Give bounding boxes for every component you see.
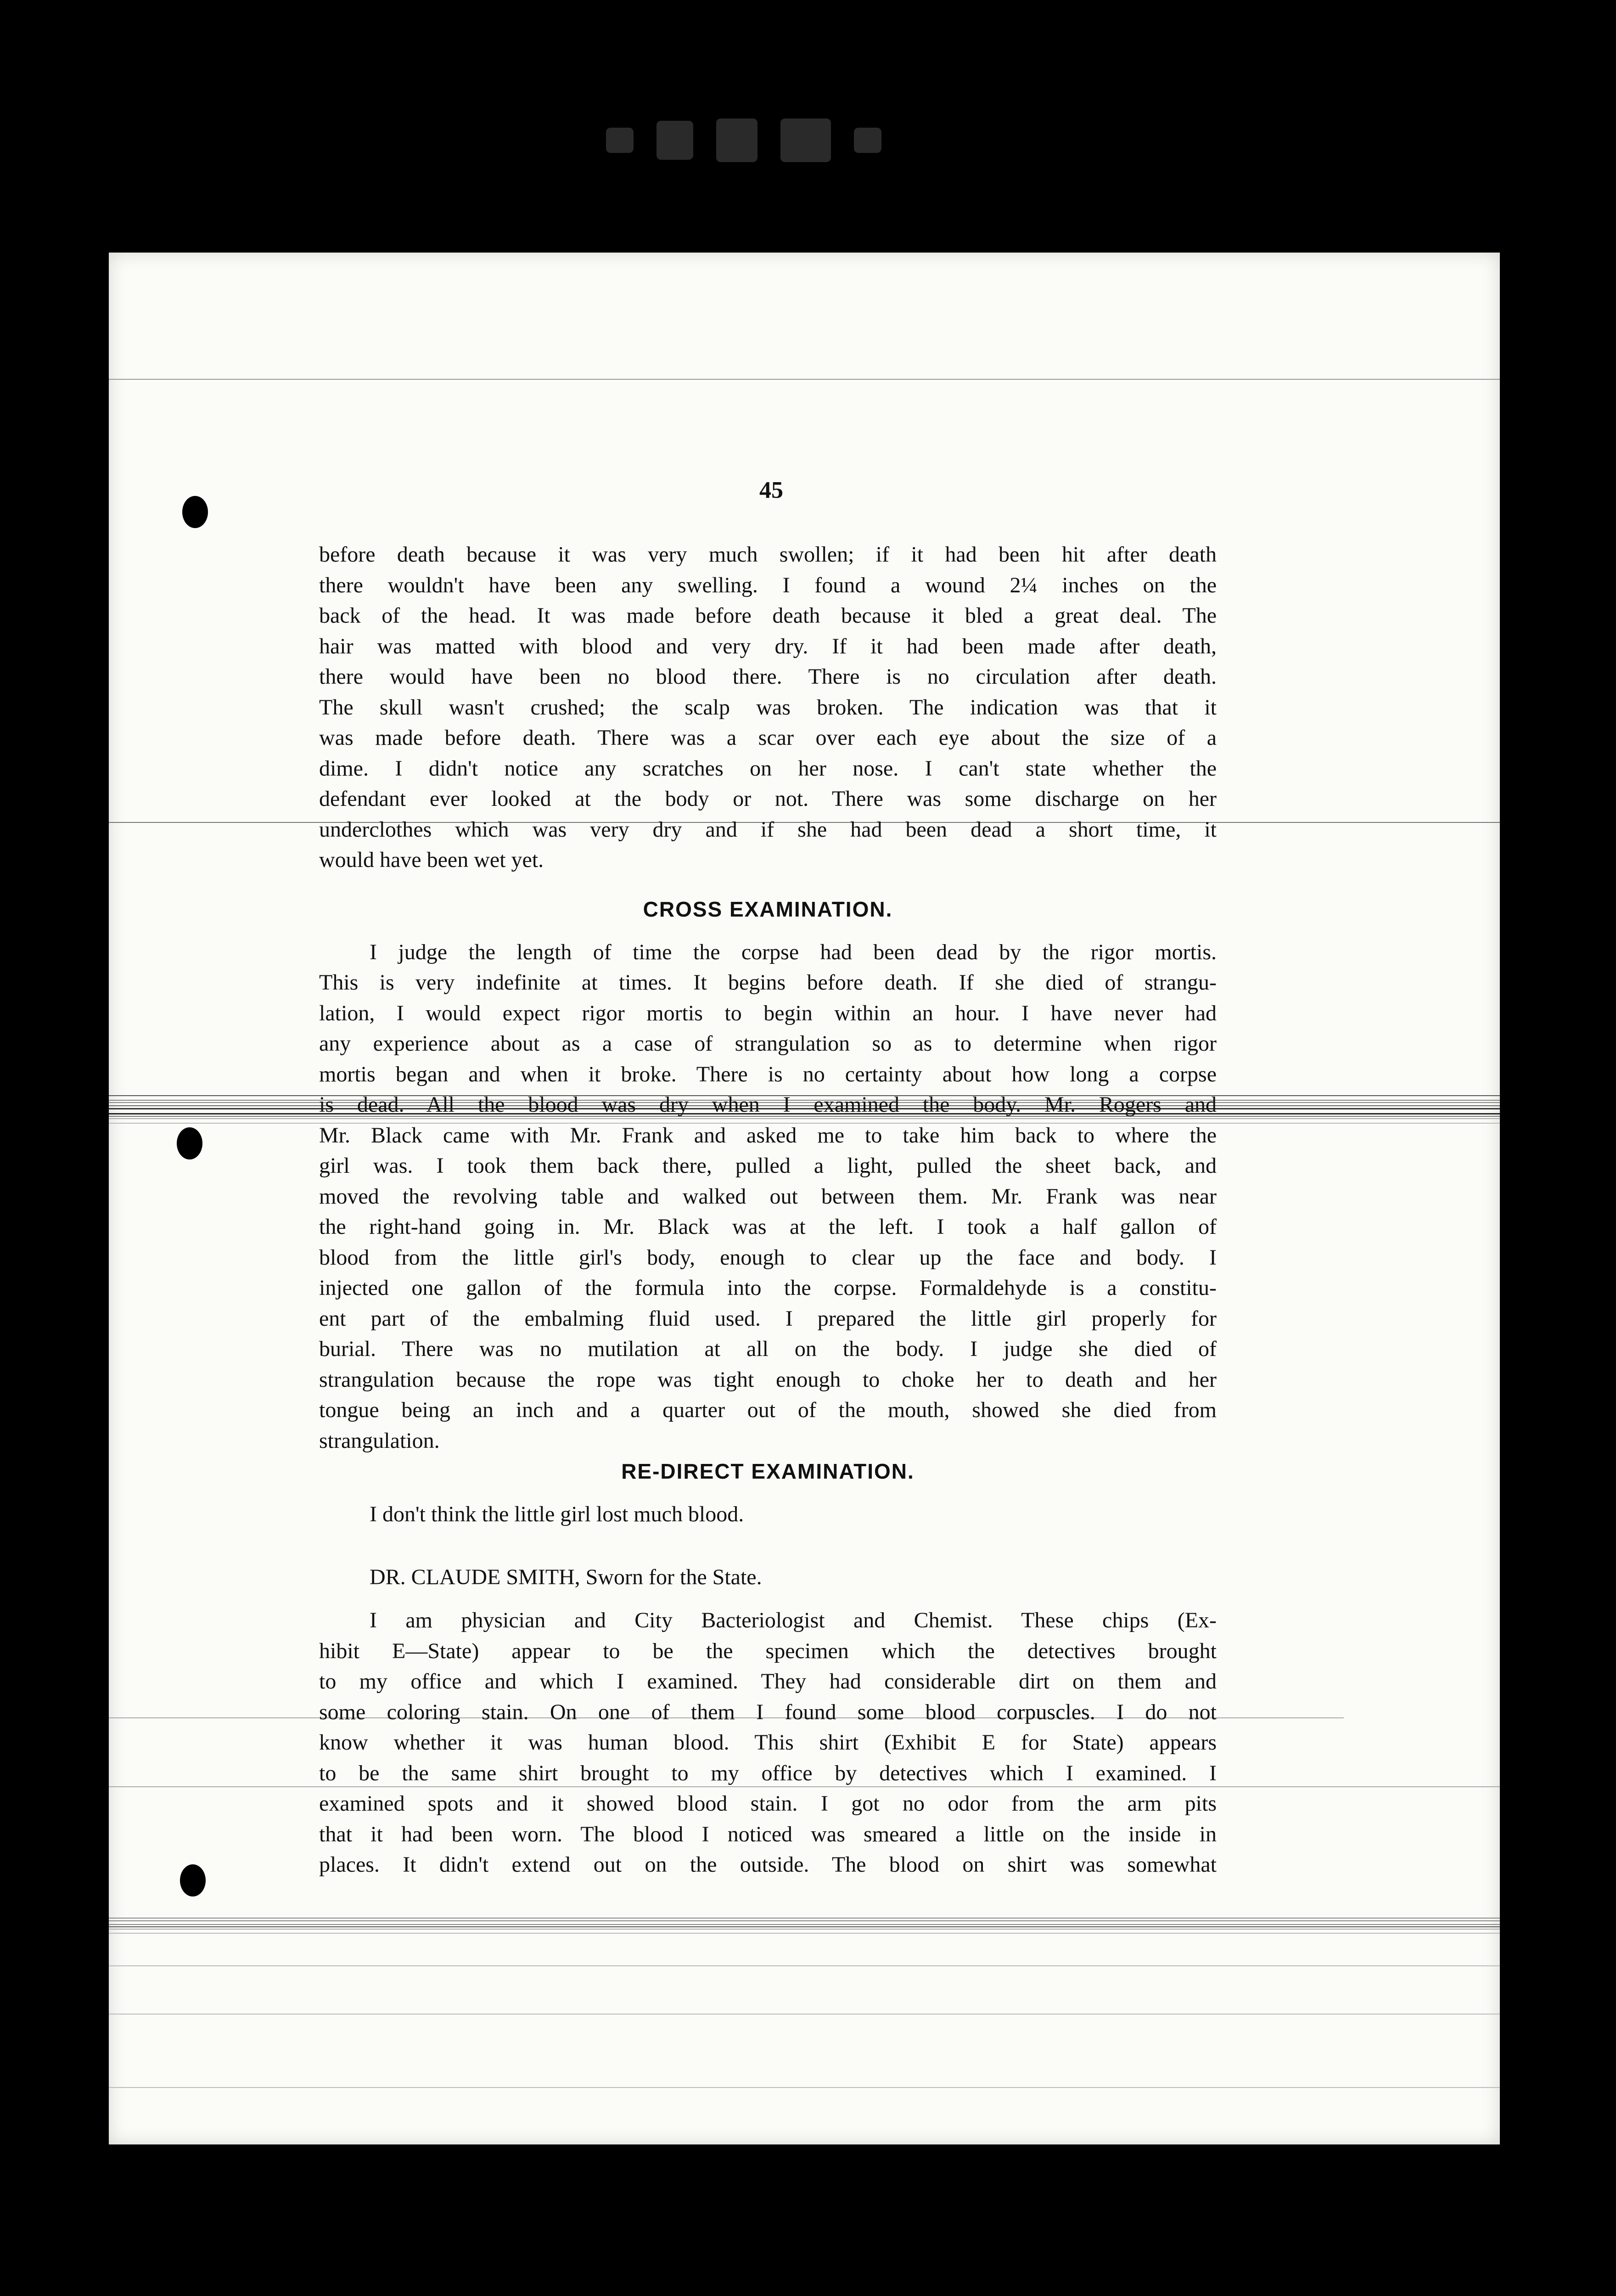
page-number: 45: [759, 477, 783, 503]
text-line: to be the same shirt brought to my office by detectives which I examined. I: [319, 1761, 1217, 1785]
scan-line: [109, 1926, 1500, 1927]
text-line: strangulation because the rope was tight enough to choke her to death and her: [319, 1367, 1217, 1392]
text-line: lation, I would expect rigor mortis to begin within an hour. I have never had: [319, 1001, 1217, 1025]
scan-line: [109, 1918, 1500, 1919]
text-line: blood from the little girl's body, enough to clear up the face and body. I: [319, 1245, 1217, 1270]
scan-line: [109, 1929, 1500, 1930]
cross-examination-heading: CROSS EXAMINATION.: [643, 897, 893, 921]
text-line: dime. I didn't notice any scratches on her nose. I can't state whether the: [319, 756, 1217, 781]
text-line: I don't think the little girl lost much blood.: [370, 1502, 744, 1526]
text-line: girl was. I took them back there, pulled a light, pulled the sheet back, and: [319, 1154, 1217, 1178]
text-line: injected one gallon of the formula into the corpse. Formaldehyde is a constitu-: [319, 1276, 1217, 1300]
text-line: before death because it was very much swollen; if it had been hit after death: [319, 542, 1217, 567]
text-line: defendant ever looked at the body or not. There was some discharge on her: [319, 787, 1217, 811]
film-mark-blob: [656, 121, 693, 160]
text-line: I judge the length of time the corpse had been dead by the rigor mortis.: [370, 940, 1217, 964]
text-line: is dead. All the blood was dry when I examined the body. Mr. Rogers and: [319, 1092, 1217, 1117]
film-mark-blob: [780, 118, 831, 162]
text-line: moved the revolving table and walked out between them. Mr. Frank was near: [319, 1184, 1217, 1209]
film-header-mark: [606, 115, 927, 165]
text-line: know whether it was human blood. This shirt (Exhibit E for State) appears: [319, 1730, 1217, 1755]
text-line: to my office and which I examined. They had considerable dirt on them and: [319, 1669, 1217, 1694]
witness-line: DR. CLAUDE SMITH, Sworn for the State.: [370, 1564, 762, 1589]
punch-hole: [180, 1864, 206, 1896]
text-line: ent part of the embalming fluid used. I prepared the little girl properly for: [319, 1306, 1217, 1331]
text-line: Mr. Black came with Mr. Frank and asked me to take him back to where the: [319, 1123, 1217, 1148]
text-line: would have been wet yet.: [319, 848, 544, 872]
scan-line: [109, 2014, 1500, 2015]
punch-hole: [177, 1127, 202, 1159]
text-line: hair was matted with blood and very dry. If it had been made after death,: [319, 634, 1217, 658]
text-line: hibit E—State) appear to be the specimen which the detectives brought: [319, 1638, 1217, 1663]
text-line: places. It didn't extend out on the outside. The blood on shirt was somewhat: [319, 1852, 1217, 1877]
document-body: [319, 540, 1217, 1880]
text-line: mortis began and when it broke. There is no certainty about how long a corpse: [319, 1062, 1217, 1086]
scan-line: [109, 1924, 1500, 1925]
punch-hole: [182, 496, 208, 528]
text-line: This is very indefinite at times. It begins before death. If she died of strangu-: [319, 970, 1217, 995]
text-line: there wouldn't have been any swelling. I found a wound 2¼ inches on the: [319, 573, 1217, 597]
text-line: the right-hand going in. Mr. Black was at the left. I took a half gallon of: [319, 1215, 1217, 1239]
text-line: there would have been no blood there. There is no circulation after death.: [319, 664, 1217, 689]
film-mark-blob: [606, 128, 634, 153]
text-line: tongue being an inch and a quarter out of the mouth, showed she died from: [319, 1398, 1217, 1422]
text-line: any experience about as a case of strangulation so as to determine when rigor: [319, 1031, 1217, 1056]
film-mark-blob: [716, 118, 758, 162]
redirect-examination-heading: RE-DIRECT EXAMINATION.: [621, 1459, 915, 1483]
scan-line: [109, 2087, 1500, 2088]
film-mark-blob: [854, 128, 881, 153]
text-line: underclothes which was very dry and if she had been dead a short time, it: [319, 817, 1217, 842]
scan-line: [109, 1933, 1500, 1934]
text-line: back of the head. It was made before death because it bled a great deal. The: [319, 603, 1217, 628]
text-line: was made before death. There was a scar over each eye about the size of a: [319, 726, 1217, 750]
text-line: examined spots and it showed blood stain. I got no odor from the arm pits: [319, 1791, 1217, 1816]
text-line: strangulation.: [319, 1428, 440, 1453]
text-line: that it had been worn. The blood I noticed was smeared a little on the inside in: [319, 1822, 1217, 1846]
scan-line: [109, 1965, 1500, 1966]
text-line: some coloring stain. On one of them I found some blood corpuscles. I do not: [319, 1699, 1217, 1724]
text-line: burial. There was no mutilation at all on the body. I judge she died of: [319, 1337, 1217, 1361]
text-line: The skull wasn't crushed; the scalp was broken. The indication was that it: [319, 695, 1217, 720]
scan-line: [109, 379, 1500, 380]
scan-line: [109, 1920, 1500, 1921]
text-line: I am physician and City Bacteriologist and Chemist. These chips (Ex-: [370, 1608, 1217, 1632]
